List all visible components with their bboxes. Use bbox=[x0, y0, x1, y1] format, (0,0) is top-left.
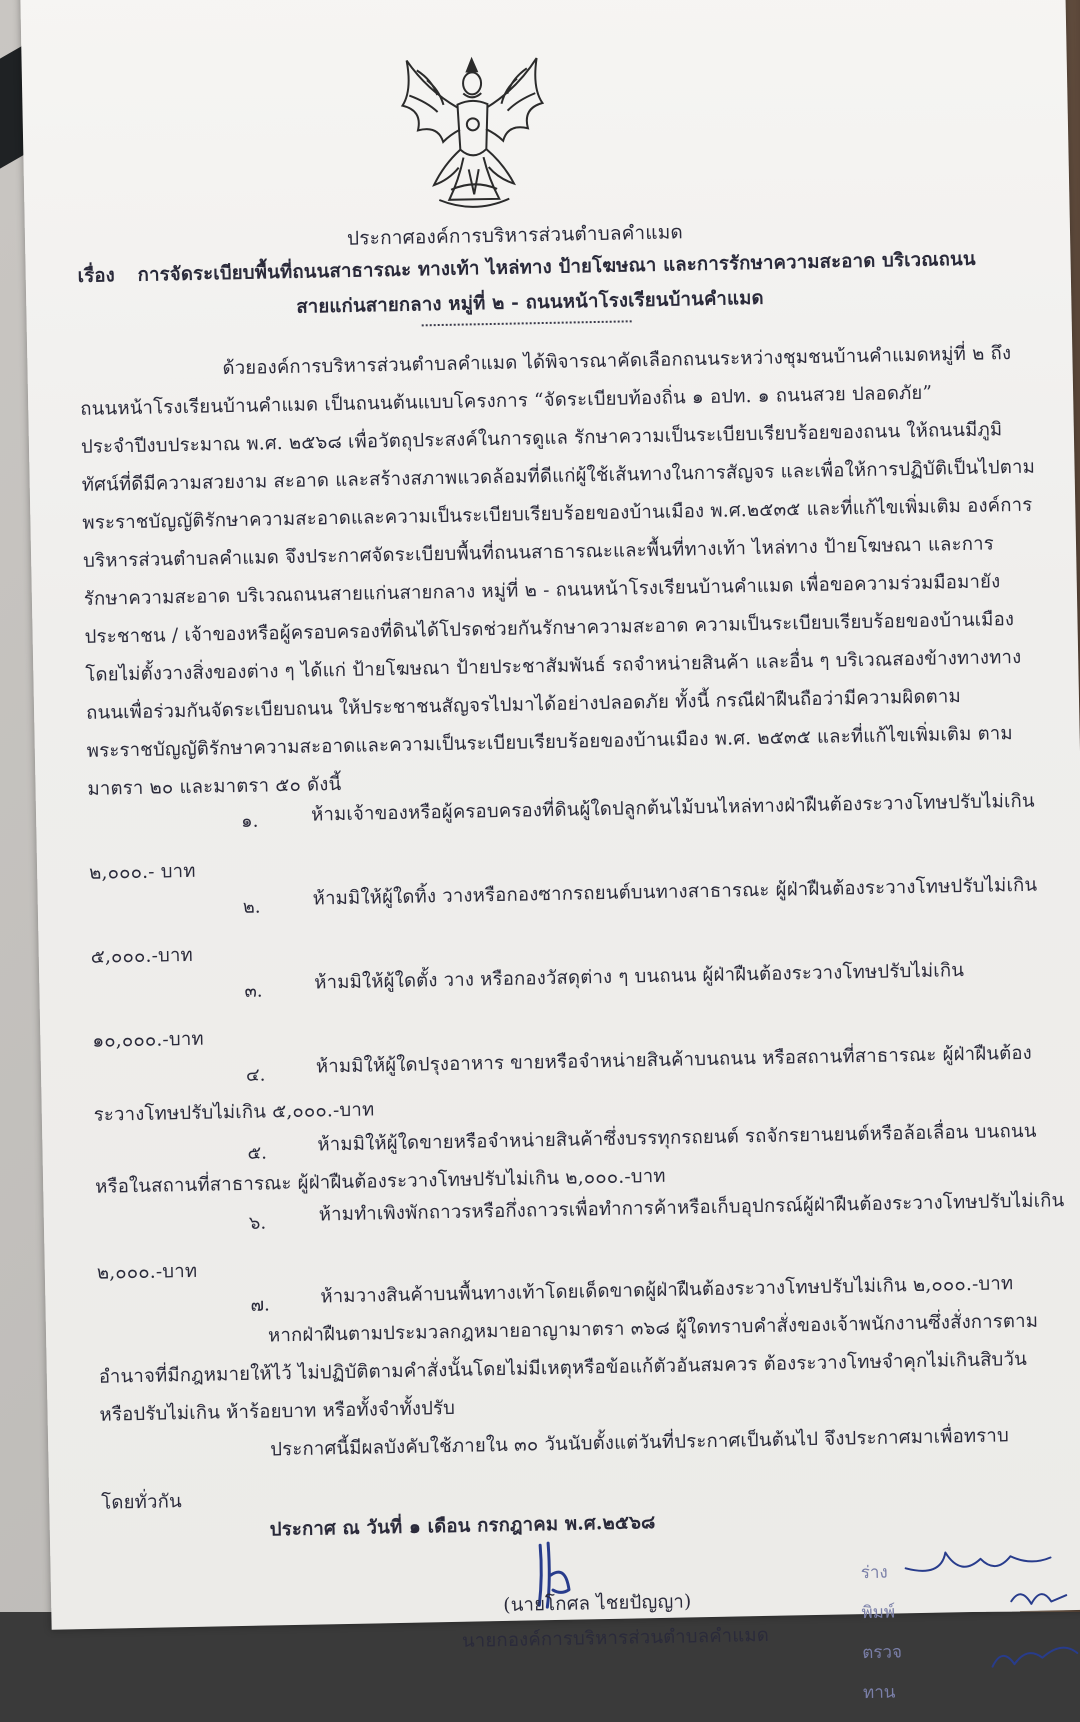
item-continuation: ๒,๐๐๐.-บาท bbox=[96, 1260, 198, 1284]
body-line: ถนนหน้าโรงเรียนบ้านคำแมด เป็นถนนต้นแบบโครงการ “จัดระเบียบท้องถิ่น ๑ อปท. ๑ ถนนสวย ปลอดภัย” bbox=[80, 382, 933, 420]
approval-review-label: ทาน bbox=[862, 1682, 896, 1704]
item-number: ๗. bbox=[250, 1294, 270, 1316]
item-continuation: ๒,๐๐๐.- บาท bbox=[88, 860, 196, 884]
approval-print-label: พิมพ์ bbox=[861, 1602, 896, 1624]
signer-name: (นายโกศล ไชยปัญญา) bbox=[503, 1591, 692, 1617]
item-continuation: หรือในสถานที่สาธารณะ ผู้ฝ่าฝืนต้องระวางโทษปรับไม่เกิน ๒,๐๐๐.-บาท bbox=[94, 1165, 666, 1198]
signer-position: นายกองค์การบริหารส่วนตำบลคำแมด bbox=[461, 1624, 770, 1652]
body-line: ทัศน์ที่ดีมีความสวยงาม สะอาด และสร้างสภาพแวดล้อมที่ดีแก่ผู้ใช้เส้นทางในการสัญจร และเพื่อให้การปฏิบัติเป็นไปตาม bbox=[81, 456, 1036, 496]
body-line: ประชาชน / เจ้าของหรือผู้ครอบครองที่ดินได้โปรดช่วยกันรักษาความสะอาด ความเป็นระเบียบเรียบร้อยของบ้านเมือง bbox=[84, 609, 1015, 648]
item-number: ๑. bbox=[240, 810, 259, 832]
item-number: ๔. bbox=[245, 1064, 266, 1086]
item-text: ห้ามมิให้ผู้ใดปรุงอาหาร ขายหรือจำหน่ายสินค้าบนถนน หรือสถานที่สาธารณะ ผู้ฝ่าฝืนต้อง bbox=[315, 1042, 1033, 1078]
body-line: บริหารส่วนตำบลคำแมด จึงประกาศจัดระเบียบพื้นที่ถนนสาธารณะและพื้นที่ทางเท้า ไหล่ทาง ป้ายโฆษณา และการ bbox=[82, 533, 995, 572]
body-line: ถนนเพื่อร่วมกันจัดระเบียบถนน ให้ประชาชนสัญจรไปมาได้อย่างปลอดภัย ทั้งนี้ กรณีฝ่าฝืนถือว่ามีความผิดตาม bbox=[85, 686, 962, 724]
subject-line-2: สายแก่นสายกลาง หมู่ที่ ๒ - ถนนหน้าโรงเรียนบ้านคำแมด bbox=[296, 287, 764, 318]
effective-line: ประกาศนี้มีผลบังคับใช้ภายใน ๓๐ วันนับตั้งแต่วันที่ประกาศเป็นต้นไป จึงประกาศมาเพื่อทราบ bbox=[270, 1425, 1010, 1461]
body-line: พระราชบัญญัติรักษาความสะอาดและความเป็นระเบียบเรียบร้อยของบ้านเมือง พ.ศ.๒๕๓๕ และที่แก้ไขเพิ่มเติม องค์การ bbox=[82, 494, 1033, 534]
item-number: ๒. bbox=[242, 896, 261, 918]
item-continuation: ๑๐,๐๐๐.-บาท bbox=[92, 1028, 205, 1052]
item-number: ๓. bbox=[244, 980, 263, 1002]
divider bbox=[422, 320, 632, 326]
item-text: ห้ามมิให้ผู้ใดขายหรือจำหน่ายสินค้าซึ่งบรรทุกรถยนต์ รถจักรยานยนต์หรือล้อเลื่อน บนถนน bbox=[317, 1120, 1037, 1156]
body-line: ประจำปีงบประมาณ พ.ศ. ๒๕๖๘ เพื่อวัตถุประสงค์ในการดูแล รักษาความเป็นระเบียบเรียบร้อยของถนน ให้ถนนมีภูมิ bbox=[80, 419, 1003, 458]
garuda-emblem-icon bbox=[386, 48, 559, 216]
announcement-date: ประกาศ ณ วันที่ ๑ เดือน กรกฎาคม พ.ศ.๒๕๖๘ bbox=[269, 1512, 656, 1541]
penalty-line: อำนาจที่มีกฎหมายให้ไว้ ไม่ปฏิบัติตามคำสั่งนั้นโดยไม่มีเหตุหรือข้อแก้ตัวอันสมควร ต้องระวางโทษจำคุกไม่เกินสิบวัน bbox=[98, 1348, 1028, 1388]
effective-line: โดยทั่วกัน bbox=[101, 1491, 183, 1514]
body-line: รักษาความสะอาด บริเวณถนนสายแก่นสายกลาง หมู่ที่ ๒ - ถนนหน้าโรงเรียนบ้านคำแมด เพื่อขอความร่วมมือมายัง bbox=[83, 571, 1001, 610]
approval-initials bbox=[900, 1545, 1080, 1699]
approval-check-label: ตรวจ bbox=[862, 1642, 903, 1664]
body-line: มาตรา ๒๐ และมาตรา ๕๐ ดังนี้ bbox=[87, 773, 342, 800]
item-continuation: ระวางโทษปรับไม่เกิน ๕,๐๐๐.-บาท bbox=[93, 1099, 375, 1126]
announcement-title: ประกาศองค์การบริหารส่วนตำบลคำแมด bbox=[346, 221, 684, 250]
item-text: ห้ามวางสินค้าบนพื้นทางเท้าโดยเด็ดขาดผู้ฝ่าฝืนต้องระวางโทษปรับไม่เกิน ๒,๐๐๐.-บาท bbox=[320, 1273, 1014, 1308]
item-number: ๕. bbox=[247, 1142, 268, 1164]
approval-draft-label: ร่าง bbox=[860, 1562, 888, 1584]
body-line: โดยไม่ตั้งวางสิ่งของต่าง ๆ ได้แก่ ป้ายโฆษณา ป้ายประชาสัมพันธ์ รถจำหน่ายสินค้า และอื่น ๆ บริเวณสองข้างทางทาง bbox=[85, 646, 1022, 686]
document-page bbox=[20, 0, 1080, 1704]
body-line: พระราชบัญญัติรักษาความสะอาดและความเป็นระเบียบเรียบร้อยของบ้านเมือง พ.ศ. ๒๕๓๕ และที่แก้ไขเพิ่มเติม ตาม bbox=[86, 723, 1014, 762]
subject-label: เรื่อง bbox=[77, 265, 116, 287]
item-text: ห้ามมิให้ผู้ใดทิ้ง วางหรือกองซากรถยนต์บนทางสาธารณะ ผู้ฝ่าฝืนต้องระวางโทษปรับไม่เกิน bbox=[312, 874, 1038, 910]
item-continuation: ๕,๐๐๐.-บาท bbox=[90, 944, 194, 968]
subject-line-1: การจัดระเบียบพื้นที่ถนนสาธารณะ ทางเท้า ไหล่ทาง ป้ายโฆษณา และการรักษาความสะอาด บริเวณถนน bbox=[137, 248, 976, 286]
body-line: ด้วยองค์การบริหารส่วนตำบลคำแมด ได้พิจารณาคัดเลือกถนนระหว่างชุมชนบ้านคำแมดหมู่ที่ ๒ ถึง bbox=[222, 343, 1012, 380]
item-text: ห้ามเจ้าของหรือผู้ครอบครองที่ดินผู้ใดปลูกต้นไม้บนไหล่ทางฝ่าฝืนต้องระวางโทษปรับไม่เกิน bbox=[310, 790, 1035, 826]
penalty-line: หรือปรับไม่เกิน ห้าร้อยบาท หรือทั้งจำทั้งปรับ bbox=[99, 1397, 456, 1426]
item-text: ห้ามทำเพิงพักถาวรหรือกึ่งถาวรเพื่อทำการค้าหรือเก็บอุปกรณ์ผู้ฝ่าฝืนต้องระวางโทษปรับไม่เกิน bbox=[318, 1190, 1065, 1226]
item-number: ๖. bbox=[248, 1212, 267, 1234]
item-text: ห้ามมิให้ผู้ใดตั้ง วาง หรือกองวัสดุต่าง ๆ บนถนน ผู้ฝ่าฝืนต้องระวางโทษปรับไม่เกิน bbox=[314, 960, 965, 994]
penalty-line: หากฝ่าฝืนตามประมวลกฎหมายอาญามาตรา ๓๖๘ ผู้ใดทราบคำสั่งของเจ้าพนักงานซึ่งสั่งการตาม bbox=[267, 1310, 1039, 1347]
